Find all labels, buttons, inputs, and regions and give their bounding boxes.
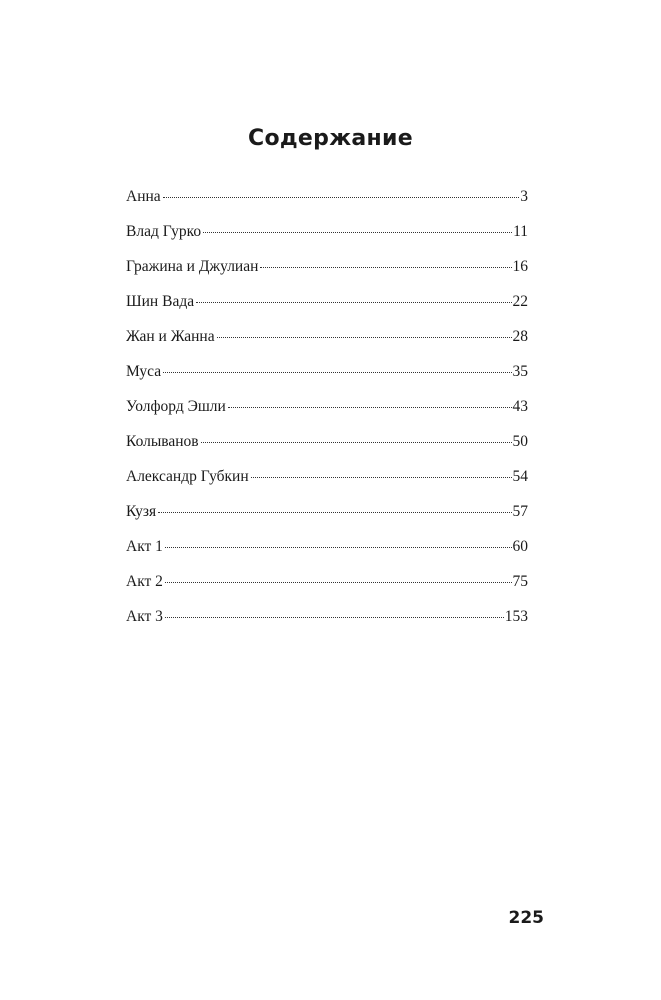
- toc-entry-kolyvanov: [126, 433, 528, 468]
- toc-entry-shin-vada: [126, 293, 528, 328]
- toc-entry-page: 3: [520, 188, 528, 205]
- toc-entry-page: 50: [512, 433, 528, 450]
- toc-entry-page: 60: [512, 538, 528, 555]
- toc-entry-page: 75: [512, 573, 528, 590]
- toc-entry-page: 57: [512, 503, 528, 520]
- toc-entry-page: 153: [504, 608, 528, 625]
- dot-leader: [165, 547, 512, 548]
- toc-entry-page: 54: [512, 468, 528, 485]
- toc-entry-page: 35: [512, 363, 528, 380]
- toc-entry-musa: [126, 363, 528, 398]
- toc-entry-label: Акт 2: [126, 573, 163, 590]
- toc-entry-vlad-gurko: [126, 223, 528, 258]
- dot-leader: [163, 372, 511, 373]
- page-title: Содержание: [248, 126, 413, 151]
- toc-entry-anna: [126, 188, 528, 223]
- dot-leader: [165, 582, 512, 583]
- toc-entry-label: Кузя: [126, 503, 157, 520]
- toc-entry-label: Колыванов: [126, 433, 199, 450]
- toc-entry-label: Уолфорд Эшли: [126, 398, 226, 415]
- dot-leader: [217, 337, 512, 338]
- toc-entry-aleksandr-gubkin: [126, 468, 528, 503]
- toc-entry-page: 22: [512, 293, 528, 310]
- dot-leader: [201, 442, 512, 443]
- dot-leader: [228, 407, 512, 408]
- toc-entry-akt-3: [126, 608, 528, 643]
- dot-leader: [251, 477, 512, 478]
- toc-entry-page: 16: [512, 258, 528, 275]
- dot-leader: [158, 512, 511, 513]
- toc-entry-label: Гражина и Джулиан: [126, 258, 259, 275]
- toc-entry-label: Влад Гурко: [126, 223, 202, 240]
- dot-leader: [203, 232, 512, 233]
- toc-entry-label: Акт 1: [126, 538, 163, 555]
- toc-entry-label: Акт 3: [126, 608, 163, 625]
- toc-entry-kuzya: [126, 503, 528, 538]
- toc-entry-label: Жан и Жанна: [126, 328, 215, 345]
- toc-entry-page: 28: [512, 328, 528, 345]
- toc-entry-akt-2: [126, 573, 528, 608]
- toc-entry-label: Анна: [126, 188, 161, 205]
- dot-leader: [260, 267, 511, 268]
- dot-leader: [196, 302, 511, 303]
- toc-entry-page: 11: [513, 223, 528, 240]
- toc-entry-label: Муса: [126, 363, 162, 380]
- toc-entry-akt-1: [126, 538, 528, 573]
- toc-entry-grazhina-i-dzhulian: [126, 258, 528, 293]
- toc-entry-label: Шин Вада: [126, 293, 195, 310]
- table-of-contents: [126, 188, 528, 643]
- page-number: 225: [508, 908, 544, 928]
- dot-leader: [165, 617, 504, 618]
- toc-entry-uolford-eshli: [126, 398, 528, 433]
- toc-entry-page: 43: [512, 398, 528, 415]
- toc-entry-zhan-i-zhanna: [126, 328, 528, 363]
- dot-leader: [163, 197, 520, 198]
- toc-entry-label: Александр Губкин: [126, 468, 249, 485]
